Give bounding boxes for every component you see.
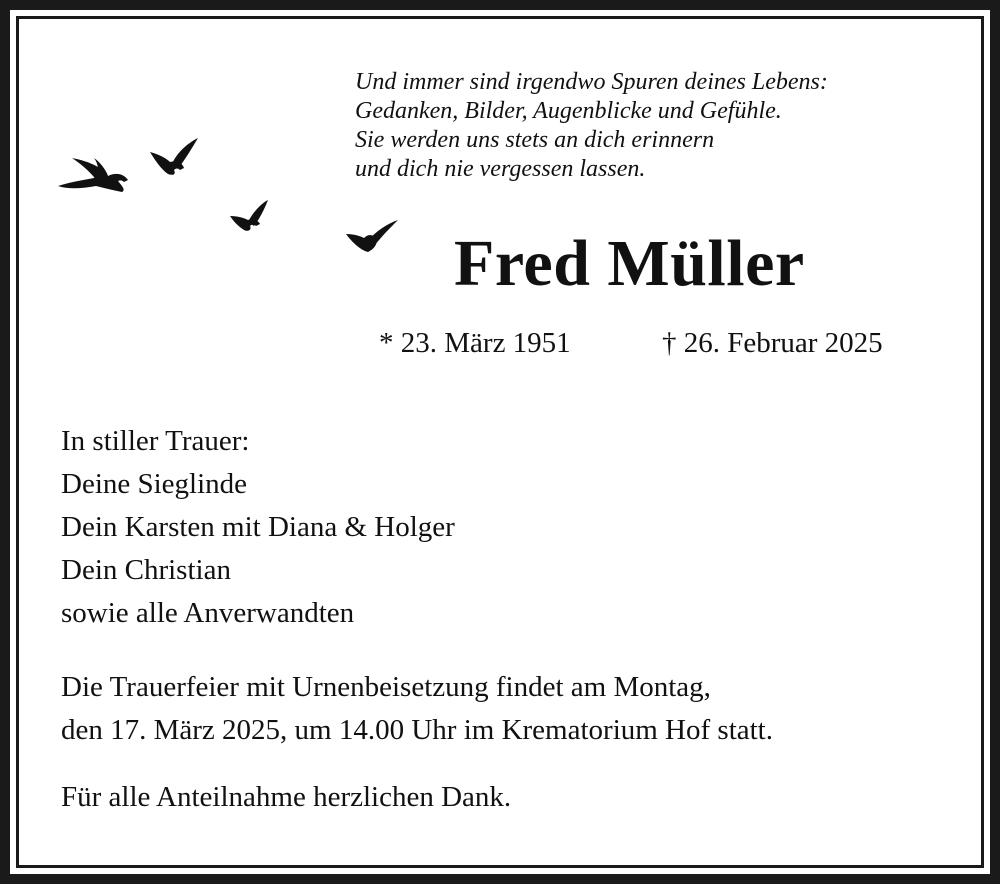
ceremony-line: Die Trauerfeier mit Urnenbeisetzung findet am Montag, <box>61 671 711 703</box>
mourner-item: sowie alle Anverwandten <box>61 597 355 629</box>
death-date: † 26. Februar 2025 <box>662 327 883 359</box>
mourners-list <box>61 420 455 635</box>
birth-date: * 23. März 1951 <box>379 327 571 359</box>
poem-line: Und immer sind irgendwo Spuren deines Lebens: <box>355 69 828 95</box>
bird-icon <box>346 220 398 252</box>
bird-icon <box>150 138 198 175</box>
ceremony-line: den 17. März 2025, um 14.00 Uhr im Krematorium Hof statt. <box>61 714 773 746</box>
memorial-poem <box>355 68 828 184</box>
ceremony-notice <box>61 666 773 752</box>
flying-birds-icon <box>50 130 410 270</box>
poem-line: und dich nie vergessen lassen. <box>355 156 646 182</box>
poem-line: Sie werden uns stets an dich erinnern <box>355 127 715 153</box>
bird-icon <box>58 158 128 192</box>
thanks-note: Für alle Anteilnahme herzlichen Dank. <box>61 781 512 813</box>
bird-icon <box>230 200 268 231</box>
poem-line: Gedanken, Bilder, Augenblicke und Gefühle. <box>355 98 782 124</box>
mourner-item: Deine Sieglinde <box>61 468 248 500</box>
deceased-name: Fred Müller <box>454 227 805 300</box>
mourners-heading: In stiller Trauer: <box>61 425 250 457</box>
mourner-item: Dein Karsten mit Diana & Holger <box>61 511 455 543</box>
mourner-item: Dein Christian <box>61 554 231 586</box>
